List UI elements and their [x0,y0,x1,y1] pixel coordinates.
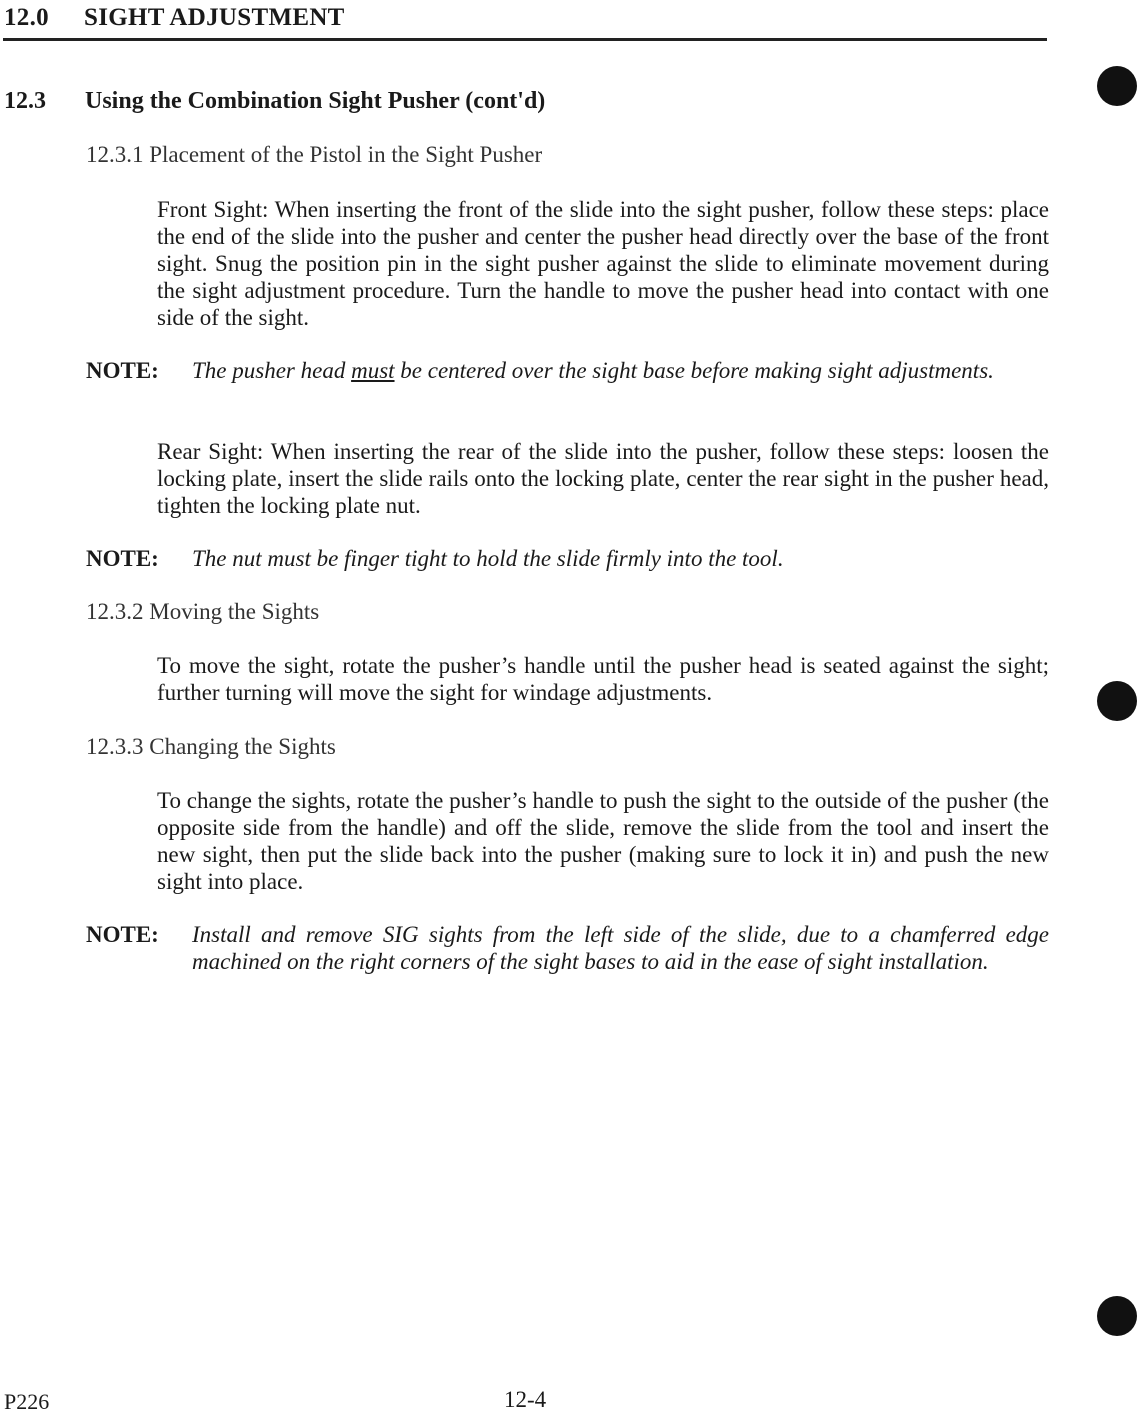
paragraph-changing: To change the sights, rotate the pusher’s handle to push the sight to the outside of the pusher (the opposite side from the handle) and off the slide, remove the slide from the tool and insert the new sight, then put the slide back into the pusher (making sure to lock it in) and push the new sight into place. [157,788,1049,894]
binder-hole-middle [1097,681,1137,721]
note-pusher-head [86,357,1049,384]
section-title: Using the Combination Sight Pusher (cont'd) [85,88,546,114]
note-label: NOTE: [86,922,159,947]
chapter-heading [4,4,345,32]
note-label: NOTE: [86,546,159,571]
note-text: Install and remove SIG sights from the left side of the slide, due to a chamferred edge machined on the right corners of the sight bases to aid in the ease of sight installation. [192,922,1049,974]
paragraph-front-sight: Front Sight: When inserting the front of the slide into the sight pusher, follow these steps: place the end of the slide into the pusher and center the pusher head directly over the base of the front sight. Snug the position pin in the sight pusher against the slide to eliminate movement during the sight adjustment procedure. Turn the handle to move the pusher head into contact with one side of the sight. [157,197,1049,330]
section-heading [4,88,545,115]
subsection-heading-placement: 12.3.1 Placement of the Pistol in the Sight Pusher [86,142,543,167]
binder-hole-top [1097,66,1137,106]
note-text: The nut must be finger tight to hold the slide firmly into the tool. [192,546,784,571]
subsection-heading-moving: 12.3.2 Moving the Sights [86,599,320,624]
note-sig-sights [86,921,1049,975]
note-label: NOTE: [86,358,159,383]
subsection-heading-changing: 12.3.3 Changing the Sights [86,734,336,759]
emphasis-must: must [351,358,395,383]
chapter-number: 12.0 [4,4,49,31]
note-finger-tight [86,545,1049,572]
footer-page-number: 12-4 [504,1387,547,1412]
binder-hole-bottom [1097,1296,1137,1336]
paragraph-rear-sight: Rear Sight: When inserting the rear of the slide into the pusher, follow these steps: loosen the locking plate, insert the slide rails onto the locking plate, center the rear sight in the pusher head, tighten the locking plate nut. [157,439,1049,518]
section-number: 12.3 [4,88,46,114]
note-text: The pusher head must be centered over the sight base before making sight adjustments. [192,358,994,383]
paragraph-moving: To move the sight, rotate the pusher’s handle until the pusher head is seated against the sight; further turning will move the sight for windage adjustments. [157,653,1049,705]
header-rule [3,38,1047,41]
chapter-title: SIGHT ADJUSTMENT [84,4,345,31]
footer-model: P226 [4,1389,50,1414]
